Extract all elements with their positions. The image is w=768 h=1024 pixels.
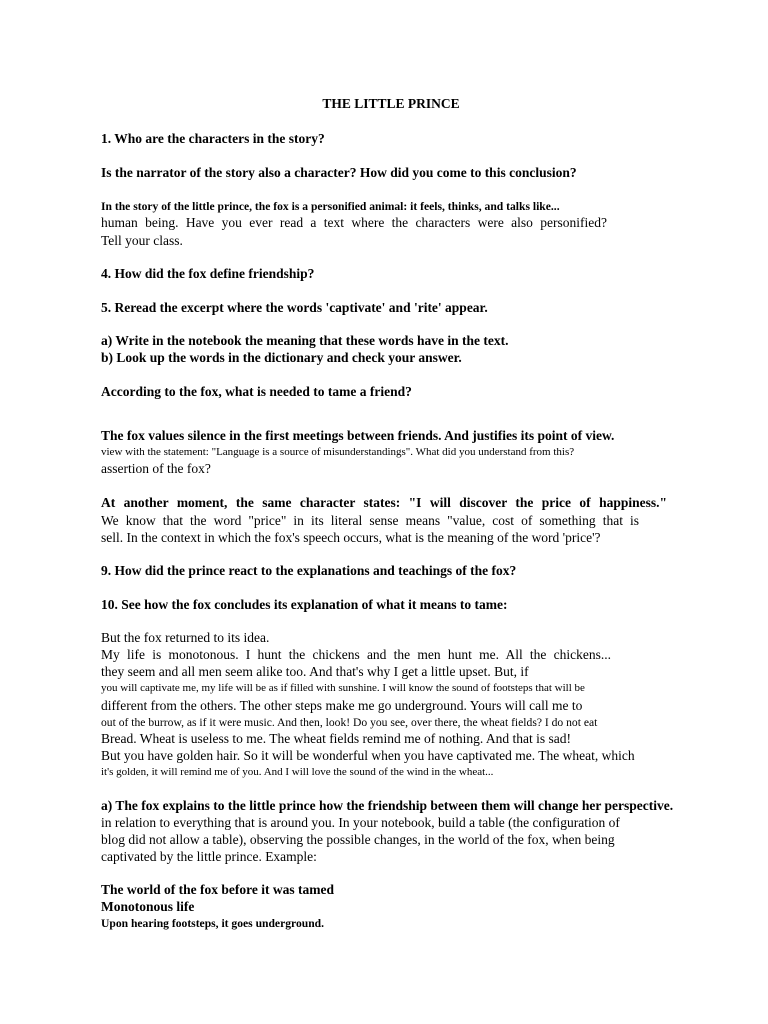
question-silence-line-2: view with the statement: "Language is a source of misunderstandings". What did you understand from this? <box>101 446 575 458</box>
excerpt-line-8: But you have golden hair. So it will be wonderful when you have captivated me. The wheat, which <box>101 748 635 763</box>
question-a-line-1: a) The fox explains to the little prince how the friendship between them will change her perspective. <box>101 798 674 813</box>
question-price-line-3: sell. In the context in which the fox's speech occurs, what is the meaning of the word 'price'? <box>101 530 601 545</box>
question-5a: a) Write in the notebook the meaning that these words have in the text. <box>101 333 509 348</box>
excerpt-line-7: Bread. Wheat is useless to me. The wheat fields remind me of nothing. And that is sad! <box>101 731 572 746</box>
question-personified-line-2: human being. Have you ever read a text where the characters were also personified? <box>101 215 607 230</box>
question-silence-line-1: The fox values silence in the first meetings between friends. And justifies its point of view. <box>101 428 615 443</box>
question-9: 9. How did the prince react to the explanations and teachings of the fox? <box>101 563 517 578</box>
question-1: 1. Who are the characters in the story? <box>101 131 325 146</box>
question-a-line-4: captivated by the little prince. Example: <box>101 849 317 864</box>
example-item-1: Monotonous life <box>101 899 195 914</box>
question-tame-friend: According to the fox, what is needed to tame a friend? <box>101 384 412 399</box>
question-5b: b) Look up the words in the dictionary and check your answer. <box>101 350 462 365</box>
excerpt-line-3: they seem and all men seem alike too. And that's why I get a little upset. But, if <box>101 664 529 679</box>
excerpt-line-1: But the fox returned to its idea. <box>101 630 270 645</box>
question-4: 4. How did the fox define friendship? <box>101 266 315 281</box>
excerpt-line-2: My life is monotonous. I hunt the chickens and the men hunt me. All the chickens... <box>101 647 611 662</box>
excerpt-line-5: different from the others. The other steps make me go underground. Yours will call me to <box>101 698 583 713</box>
example-item-2: Upon hearing footsteps, it goes underground. <box>101 917 324 930</box>
excerpt-line-9: it's golden, it will remind me of you. And I will love the sound of the wind in the wheat... <box>101 766 494 778</box>
question-personified-line-3: Tell your class. <box>101 233 183 248</box>
question-price-line-1: At another moment, the same character states: "I will discover the price of happiness." <box>101 495 667 510</box>
question-10: 10. See how the fox concludes its explanation of what it means to tame: <box>101 597 508 612</box>
question-a-line-2: in relation to everything that is around you. In your notebook, build a table (the configuration of <box>101 815 620 830</box>
page-title: THE LITTLE PRINCE <box>322 96 460 111</box>
question-5: 5. Reread the excerpt where the words 'captivate' and 'rite' appear. <box>101 300 488 315</box>
excerpt-line-6: out of the burrow, as if it were music. And then, look! Do you see, over there, the wheat fields? I do not eat <box>101 716 598 729</box>
question-a-line-3: blog did not allow a table), observing the possible changes, in the world of the fox, when being <box>101 832 615 847</box>
example-heading: The world of the fox before it was tamed <box>101 882 334 897</box>
question-narrator: Is the narrator of the story also a character? How did you come to this conclusion? <box>101 165 577 180</box>
question-personified-line-1: In the story of the little prince, the fox is a personified animal: it feels, thinks, and talks like... <box>101 200 560 213</box>
excerpt-line-4: you will captivate me, my life will be as if filled with sunshine. I will know the sound of footsteps that will be <box>101 682 585 694</box>
question-price-line-2: We know that the word "price" in its literal sense means "value, cost of something that is <box>101 513 639 528</box>
question-silence-line-3: assertion of the fox? <box>101 461 211 476</box>
